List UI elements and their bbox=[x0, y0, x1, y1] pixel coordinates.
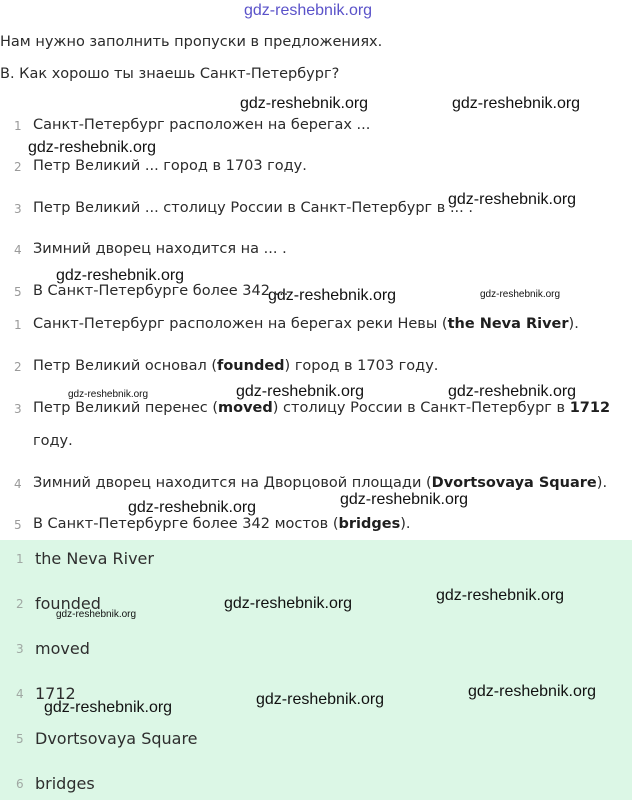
watermark: gdz-reshebnik.org bbox=[340, 491, 469, 508]
question-text: Петр Великий ... столицу России в Санкт-Петербург в ... . bbox=[33, 200, 473, 216]
question-text: Петр Великий ... город в 1703 году. bbox=[33, 158, 307, 174]
answer-bold: the Neva River bbox=[447, 316, 569, 332]
answer-number: 4 bbox=[16, 687, 24, 701]
filled-number: 1 bbox=[14, 318, 22, 332]
answer-text: moved bbox=[35, 639, 90, 658]
answer-bold: bridges bbox=[338, 516, 401, 532]
answer-text: Dvortsovaya Square bbox=[35, 729, 198, 748]
filled-before: В Санкт-Петербурге более 342 мостов ( bbox=[33, 516, 339, 532]
filled-number: 5 bbox=[14, 518, 22, 532]
answer-text: founded bbox=[35, 594, 101, 613]
question-text: Зимний дворец находится на ... . bbox=[33, 241, 287, 257]
question-number: 3 bbox=[14, 202, 22, 216]
watermark: gdz-reshebnik.org bbox=[56, 267, 185, 284]
answer-text: 1712 bbox=[35, 684, 76, 703]
watermark: gdz-reshebnik.org bbox=[128, 499, 257, 516]
answer-number: 1 bbox=[16, 552, 24, 566]
watermark: gdz-reshebnik.org bbox=[468, 683, 597, 700]
watermark: gdz-reshebnik.org bbox=[452, 95, 581, 112]
answer-bold: founded bbox=[217, 358, 285, 374]
intro-text: Нам нужно заполнить пропуски в предложениях. bbox=[0, 34, 383, 50]
filled-continuation: году. bbox=[33, 433, 73, 449]
filled-before: Санкт-Петербург расположен на берегах реки Невы ( bbox=[33, 316, 448, 332]
watermark: gdz-reshebnik.org bbox=[56, 609, 137, 620]
watermark: gdz-reshebnik.org bbox=[448, 383, 577, 400]
watermark: gdz-reshebnik.org bbox=[236, 383, 365, 400]
filled-after: ) город в 1703 году. bbox=[284, 358, 439, 374]
filled-number: 2 bbox=[14, 360, 22, 374]
watermark: gdz-reshebnik.org bbox=[44, 699, 173, 716]
watermark: gdz-reshebnik.org bbox=[480, 289, 561, 300]
answer-text: the Neva River bbox=[35, 549, 154, 568]
watermark-top: gdz-reshebnik.org bbox=[244, 2, 373, 19]
watermark: gdz-reshebnik.org bbox=[240, 95, 369, 112]
answer-text: bridges bbox=[35, 774, 95, 793]
watermark: gdz-reshebnik.org bbox=[448, 191, 577, 208]
question-number: 4 bbox=[14, 243, 22, 257]
watermark: gdz-reshebnik.org bbox=[224, 595, 353, 612]
task-title: B. Как хорошо ты знаешь Санкт-Петербург? bbox=[0, 66, 340, 82]
question-text: Санкт-Петербург расположен на берегах ... bbox=[33, 117, 371, 133]
answer-bold: moved bbox=[218, 400, 273, 416]
filled-number: 3 bbox=[14, 402, 22, 416]
filled-before: Петр Великий перенес ( bbox=[33, 400, 219, 416]
filled-before: Зимний дворец находится на Дворцовой площади ( bbox=[33, 475, 432, 491]
answer-bold: 1712 bbox=[569, 400, 611, 416]
filled-sentence bbox=[33, 358, 438, 374]
filled-sentence bbox=[33, 316, 579, 332]
answer-number: 6 bbox=[16, 777, 24, 791]
filled-before: Петр Великий основал ( bbox=[33, 358, 218, 374]
question-number: 1 bbox=[14, 119, 22, 133]
watermark: gdz-reshebnik.org bbox=[68, 389, 149, 400]
question-number: 2 bbox=[14, 160, 22, 174]
answer-bold: Dvortsovaya Square bbox=[431, 475, 597, 491]
answer-number: 5 bbox=[16, 732, 24, 746]
watermark: gdz-reshebnik.org bbox=[256, 691, 385, 708]
filled-sentence bbox=[33, 475, 607, 491]
answer-number: 2 bbox=[16, 597, 24, 611]
watermark: gdz-reshebnik.org bbox=[28, 139, 157, 156]
watermark: gdz-reshebnik.org bbox=[436, 587, 565, 604]
filled-after: ). bbox=[596, 475, 608, 491]
question-text: В Санкт-Петербурге более 342 ... bbox=[33, 283, 289, 299]
answer-number: 3 bbox=[16, 642, 24, 656]
filled-after: ). bbox=[568, 316, 579, 332]
filled-middle: ) столицу России в Санкт-Петербург в bbox=[272, 400, 570, 416]
filled-number: 4 bbox=[14, 477, 22, 491]
filled-after: ). bbox=[400, 516, 411, 532]
answers-panel bbox=[0, 540, 632, 800]
question-number: 5 bbox=[14, 285, 22, 299]
filled-sentence bbox=[33, 400, 610, 416]
filled-sentence bbox=[33, 516, 411, 532]
watermark: gdz-reshebnik.org bbox=[268, 287, 397, 304]
